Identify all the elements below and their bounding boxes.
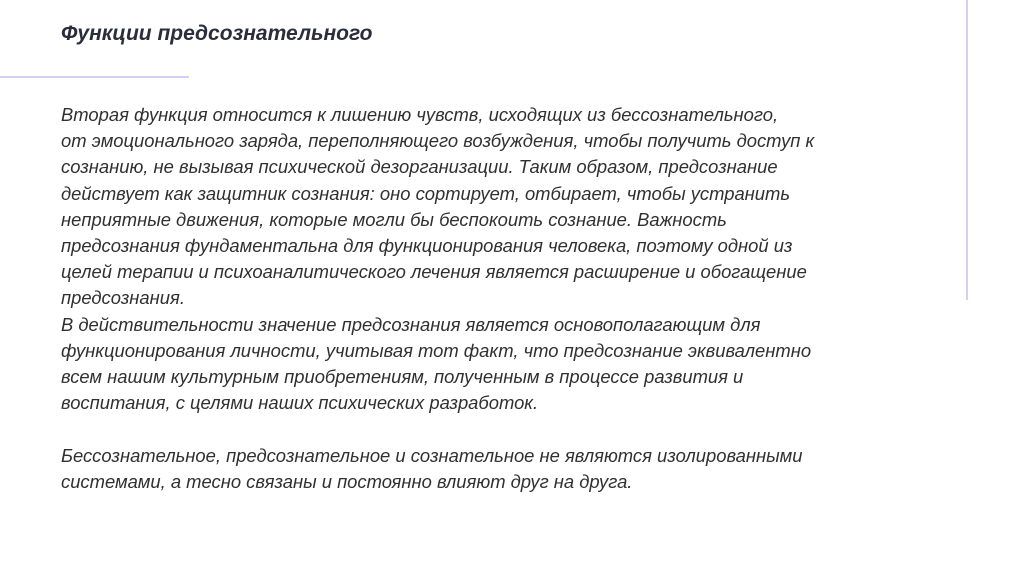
slide-title: Функции предсознательного <box>61 22 373 45</box>
body-line: предсознания фундаментальна для функционирования человека, поэтому одной из <box>61 235 793 257</box>
paragraph-spacer <box>61 416 941 442</box>
body-line: Бессознательное, предсознательное и сознательное не являются изолированными <box>61 444 803 466</box>
body-line: сознанию, не вызывая психической дезорганизации. Таким образом, предсознание <box>61 156 778 178</box>
body-line: системами, а тесно связаны и постоянно влияют друг на друга. <box>61 470 633 492</box>
body-line: от эмоционального заряда, переполняющего возбуждения, чтобы получить доступ к <box>61 130 815 152</box>
body-line: предсознания. <box>61 287 185 309</box>
body-line: Вторая функция относится к лишению чувств, исходящих из бессознательного, <box>61 104 779 125</box>
body-line: целей терапии и психоаналитического лечения является расширение и обогащение <box>61 261 807 283</box>
body-line: функционирования личности, учитывая тот факт, что предсознание эквивалентно <box>61 339 812 361</box>
body-line: В действительности значение предсознания является основополагающим для <box>61 313 761 335</box>
right-vertical-accent <box>966 0 968 300</box>
slide-body <box>61 102 941 495</box>
body-line: действует как защитник сознания: оно сортирует, отбирает, чтобы устранить <box>61 182 791 204</box>
body-line: воспитания, с целями наших психических разработок. <box>61 392 539 414</box>
body-line: неприятные движения, которые могли бы беспокоить сознание. Важность <box>61 208 727 230</box>
body-line: всем нашим культурным приобретениям, полученным в процессе развития и <box>61 366 744 388</box>
title-underline-accent <box>0 76 189 78</box>
